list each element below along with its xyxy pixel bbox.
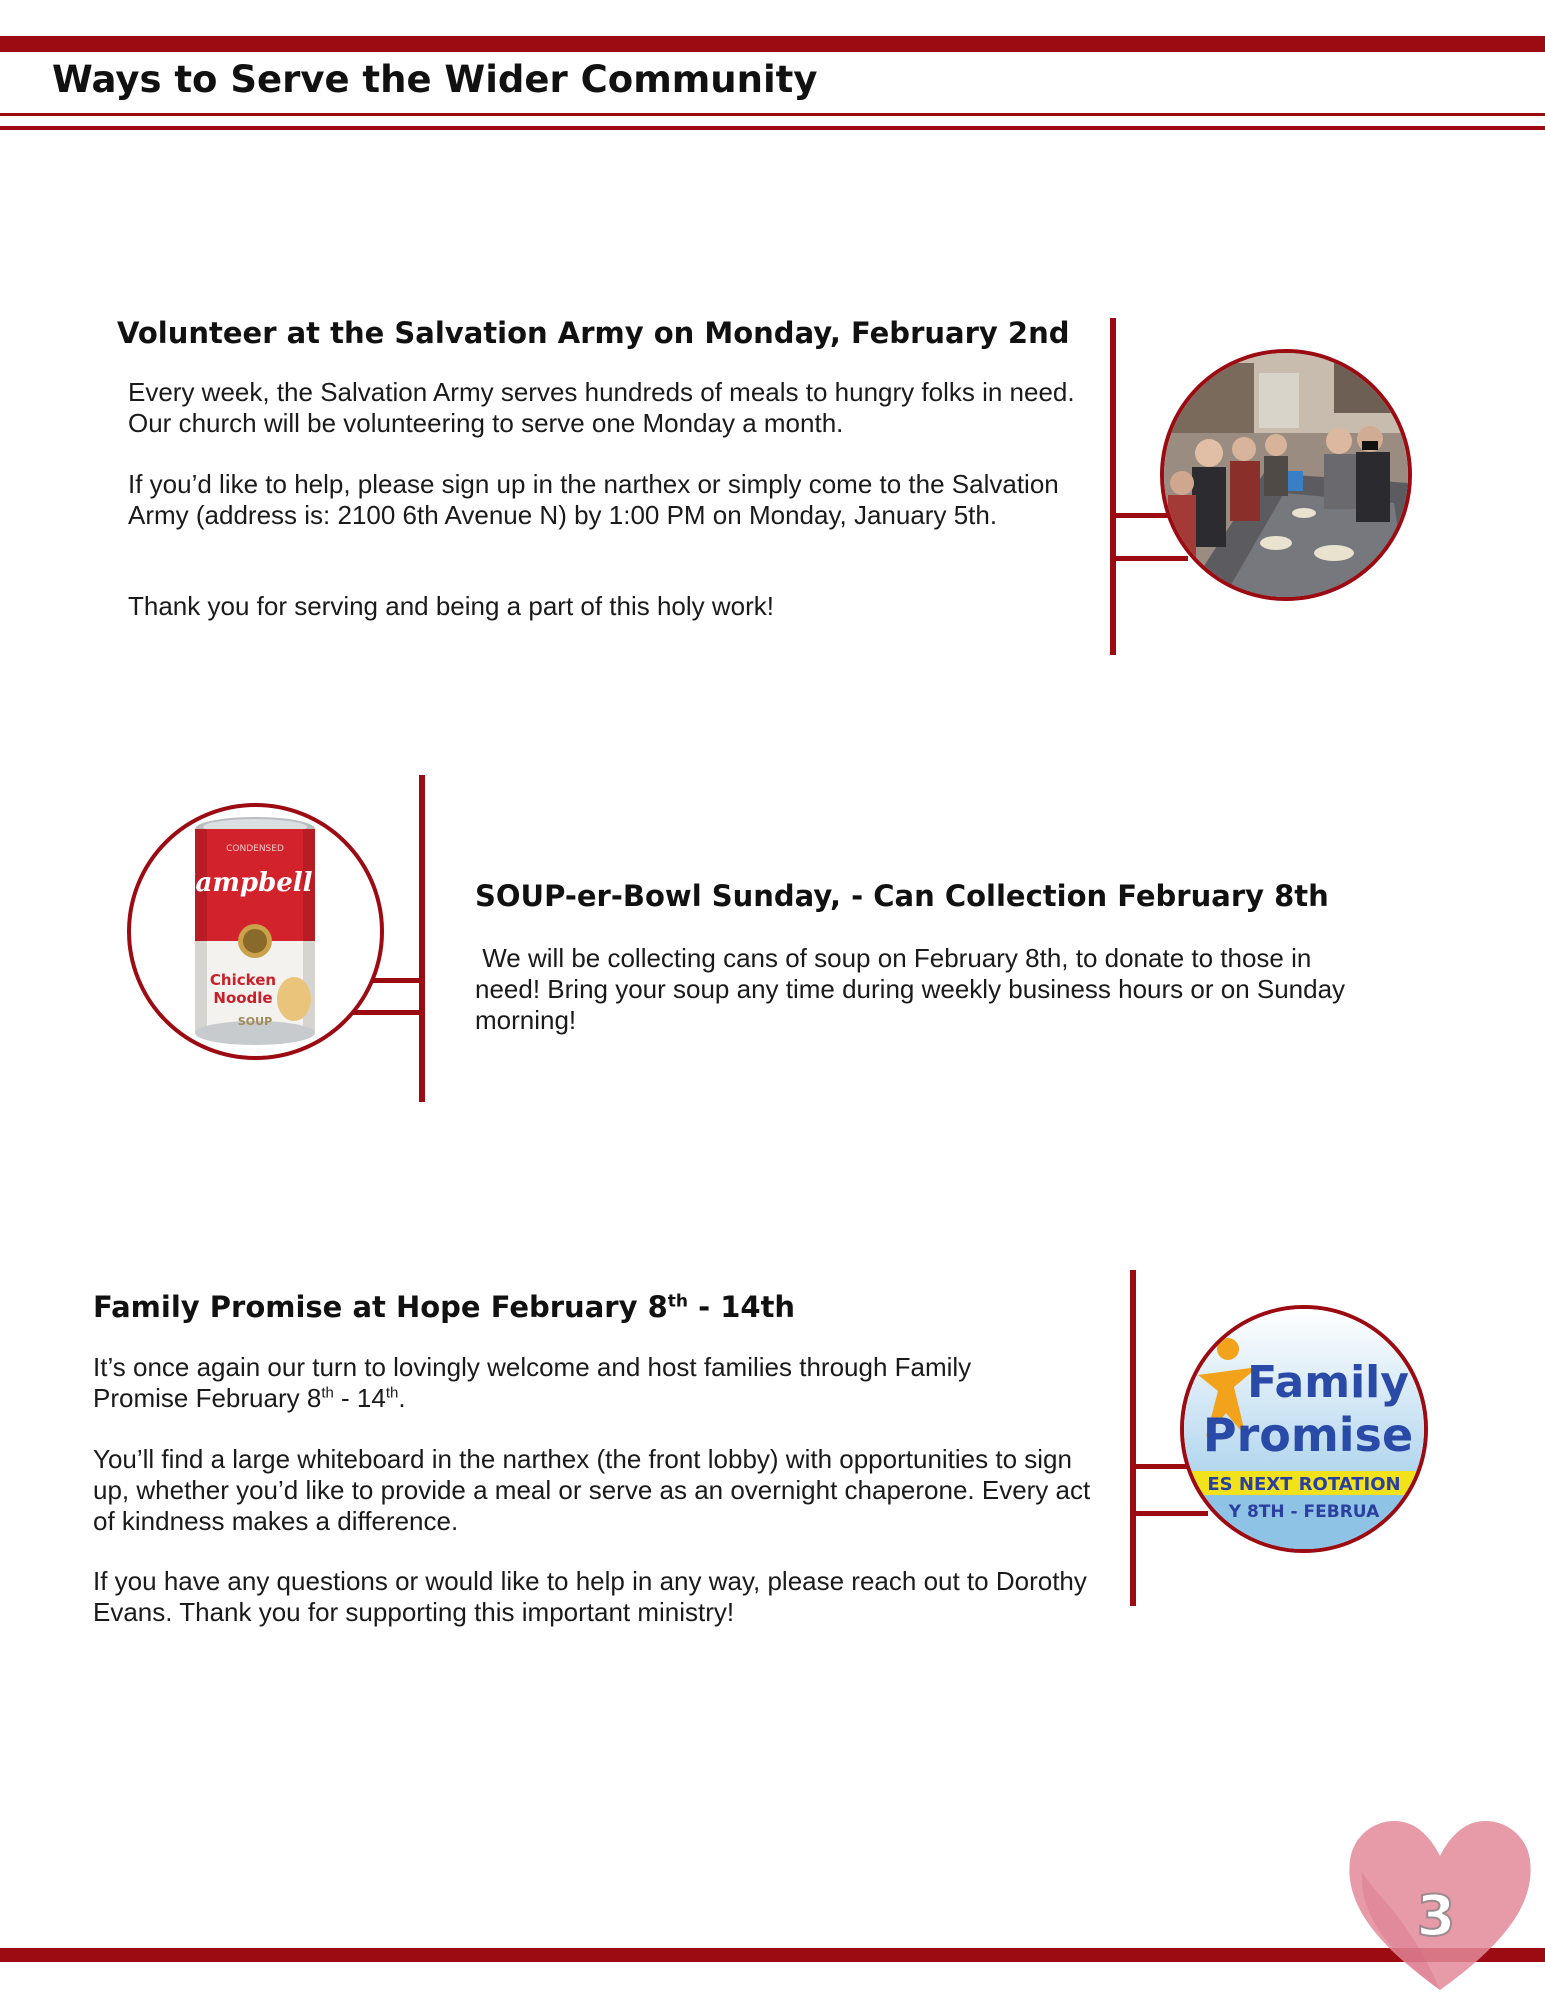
connector-vertical — [419, 775, 425, 1102]
paragraph: If you have any questions or would like to help in any way, please reach out to Dorothy Evans. Thank you for supporting this important ministry! — [93, 1566, 1087, 1627]
paragraph: You’ll find a large whiteboard in the narthex (the front lobby) with opportunities to sign up, whether you’d like to provide a meal or serve as an overnight chaperone. Every act of kindness makes a difference. — [93, 1444, 1091, 1536]
page-number-heart — [1340, 1800, 1540, 2005]
section-title: Family Promise at Hope February 8th - 14th — [93, 1290, 796, 1324]
page-number: 3 — [1416, 1884, 1456, 1949]
paragraph: Every week, the Salvation Army serves hundreds of meals to hungry folks in need. Our church will be volunteering to serve one Monday a month. — [128, 377, 1075, 438]
connector-horizontal — [1130, 1464, 1190, 1469]
soup-can-icon — [131, 807, 380, 1056]
can-flavor-line1: Chicken — [209, 971, 277, 989]
page-title: Ways to Serve the Wider Community — [52, 58, 818, 101]
header-top-rule — [0, 36, 1545, 52]
paragraph: It’s once again our turn to lovingly welcome and host families through Family Promise February 8th - 14th. — [93, 1352, 972, 1413]
connector-vertical — [1110, 318, 1116, 655]
can-brand-text: Campbell's — [174, 868, 336, 898]
volunteers-photo-image — [1164, 353, 1408, 597]
section-title: SOUP-er-Bowl Sunday, - Can Collection February 8th — [475, 879, 1329, 913]
can-top-text: CONDENSED — [226, 844, 284, 854]
soup-can-image — [127, 803, 384, 1060]
logo-line1: Family — [1247, 1357, 1409, 1408]
footer-rule — [0, 1948, 1545, 1962]
family-promise-logo-image — [1184, 1309, 1424, 1549]
header-rule-1 — [0, 113, 1545, 116]
connector-horizontal — [1110, 513, 1170, 518]
connector-vertical — [1130, 1270, 1136, 1606]
can-flavor-line2: Noodle — [213, 989, 273, 1007]
header-rule-2 — [0, 126, 1545, 130]
logo-dates: Y 8TH - FEBRUA — [1228, 1502, 1380, 1522]
logo-banner: ES NEXT ROTATION — [1207, 1474, 1401, 1495]
can-soup-text: SOUP — [237, 1015, 273, 1028]
paragraph: If you’d like to help, please sign up in the narthex or simply come to the Salvation Army (address is: 2100 6th Avenue N) by 1:00 PM on Monday, January 5th. — [128, 469, 1059, 530]
section-title: Volunteer at the Salvation Army on Monday, February 2nd — [117, 316, 1070, 350]
paragraph: Thank you for serving and being a part of this holy work! — [128, 591, 775, 621]
heart-icon — [1340, 1800, 1540, 2000]
family-promise-logo — [1180, 1305, 1428, 1553]
logo-line2: Promise — [1202, 1408, 1414, 1462]
paragraph: We will be collecting cans of soup on February 8th, to donate to those in need! Bring your soup any time during weekly business hours or on Sunday morning! — [475, 943, 1353, 1035]
volunteers-photo — [1160, 349, 1412, 601]
